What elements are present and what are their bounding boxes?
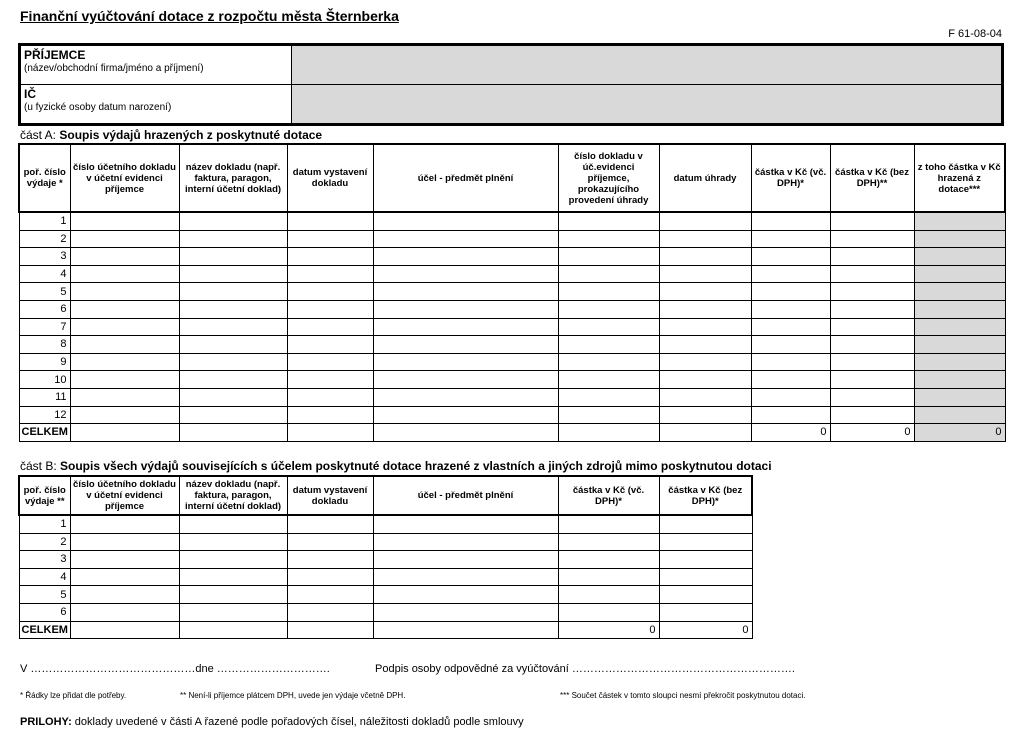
table-cell[interactable]	[70, 212, 179, 230]
table-cell[interactable]	[287, 230, 373, 248]
column-header: datum úhrady	[659, 144, 751, 212]
table-cell[interactable]	[751, 353, 830, 371]
table-row	[19, 283, 1005, 301]
recipient-label: PŘÍJEMCE	[24, 48, 86, 62]
table-cell[interactable]	[830, 212, 914, 230]
row-number: 5	[19, 586, 70, 604]
column-header: poř. číslo výdaje *	[19, 144, 70, 212]
table-cell[interactable]	[659, 371, 751, 389]
table-cell[interactable]	[373, 248, 558, 266]
table-cell	[70, 621, 179, 639]
row-number: 3	[19, 248, 70, 266]
table-cell[interactable]	[751, 212, 830, 230]
table-cell[interactable]	[914, 388, 1005, 406]
total-value: 0	[558, 621, 659, 639]
table-cell[interactable]	[70, 353, 179, 371]
table-cell[interactable]	[558, 568, 659, 586]
table-cell[interactable]	[287, 248, 373, 266]
table-cell[interactable]	[287, 318, 373, 336]
table-cell[interactable]	[373, 265, 558, 283]
table-cell[interactable]	[659, 353, 751, 371]
table-row	[19, 265, 1005, 283]
table-row	[19, 515, 752, 533]
table-cell[interactable]	[70, 248, 179, 266]
table-cell[interactable]	[830, 371, 914, 389]
table-cell[interactable]	[179, 371, 287, 389]
expenses-table-b	[18, 475, 753, 639]
table-cell[interactable]	[914, 230, 1005, 248]
section-a-heading	[20, 128, 322, 142]
table-cell[interactable]	[179, 212, 287, 230]
signature-line: Podpis osoby odpovědné za vyúčtování …………………………………………………….	[375, 663, 795, 675]
recipient-hint: (název/obchodní firma/jméno a příjmení)	[24, 63, 204, 74]
table-row	[19, 230, 1005, 248]
table-cell[interactable]	[659, 318, 751, 336]
table-cell	[179, 424, 287, 442]
table-cell[interactable]	[287, 388, 373, 406]
column-header: částka v Kč (vč. DPH)*	[558, 476, 659, 515]
table-cell[interactable]	[179, 318, 287, 336]
table-cell[interactable]	[914, 353, 1005, 371]
column-header: z toho částka v Kč hrazená z dotace***	[914, 144, 1005, 212]
table-cell[interactable]	[830, 353, 914, 371]
table-cell[interactable]	[914, 336, 1005, 354]
table-cell[interactable]	[659, 212, 751, 230]
total-value: 0	[914, 424, 1005, 442]
table-cell[interactable]	[751, 388, 830, 406]
total-label: CELKEM	[19, 621, 70, 639]
recipient-info-table	[18, 43, 1004, 126]
table-cell[interactable]	[70, 283, 179, 301]
table-cell[interactable]	[179, 568, 287, 586]
table-cell[interactable]	[373, 353, 558, 371]
table-cell[interactable]	[558, 265, 659, 283]
table-row	[19, 248, 1005, 266]
note-rows: * Řádky lze přidat dle potřeby.	[20, 691, 127, 700]
table-cell[interactable]	[558, 336, 659, 354]
table-cell[interactable]	[751, 406, 830, 424]
table-cell	[287, 424, 373, 442]
table-cell[interactable]	[373, 586, 558, 604]
column-header: datum vystavení dokladu	[287, 144, 373, 212]
column-header: částka v Kč (bez DPH)**	[830, 144, 914, 212]
table-cell[interactable]	[659, 388, 751, 406]
table-cell[interactable]	[558, 212, 659, 230]
table-cell[interactable]	[179, 265, 287, 283]
table-cell[interactable]	[830, 248, 914, 266]
table-row	[19, 603, 752, 621]
table-row	[19, 586, 752, 604]
table-cell[interactable]	[373, 283, 558, 301]
table-cell[interactable]	[179, 248, 287, 266]
table-cell[interactable]	[914, 318, 1005, 336]
table-cell[interactable]	[558, 603, 659, 621]
table-row	[19, 336, 1005, 354]
row-number: 2	[19, 230, 70, 248]
table-cell[interactable]	[659, 283, 751, 301]
table-cell[interactable]	[70, 568, 179, 586]
total-value: 0	[659, 621, 752, 639]
table-cell[interactable]	[287, 551, 373, 569]
table-cell[interactable]	[179, 283, 287, 301]
table-cell[interactable]	[70, 371, 179, 389]
form-code: F 61-08-04	[948, 28, 1002, 40]
table-cell[interactable]	[179, 586, 287, 604]
table-cell[interactable]	[179, 300, 287, 318]
table-cell[interactable]	[914, 265, 1005, 283]
row-number: 9	[19, 353, 70, 371]
table-cell[interactable]	[179, 551, 287, 569]
total-label: CELKEM	[19, 424, 70, 442]
section-b-title: Soupis všech výdajů souvisejících s účelem poskytnuté dotace hrazené z vlastních a jiných zdrojů mimo poskytnutou dotaci	[60, 459, 772, 473]
table-cell[interactable]	[830, 283, 914, 301]
table-cell[interactable]	[751, 300, 830, 318]
table-cell[interactable]	[179, 406, 287, 424]
table-cell[interactable]	[70, 586, 179, 604]
ic-label-cell	[20, 85, 292, 125]
table-cell[interactable]	[179, 336, 287, 354]
row-number: 4	[19, 265, 70, 283]
column-header: číslo účetního dokladu v účetní evidenci příjemce	[70, 144, 179, 212]
table-cell	[287, 621, 373, 639]
table-cell[interactable]	[179, 533, 287, 551]
table-cell[interactable]	[558, 533, 659, 551]
table-cell[interactable]	[179, 230, 287, 248]
table-cell[interactable]	[373, 371, 558, 389]
table-cell[interactable]	[558, 388, 659, 406]
note-sum: *** Součet částek v tomto sloupci nesmí překročit poskytnutou dotaci.	[560, 691, 806, 700]
row-number: 1	[19, 212, 70, 230]
table-cell[interactable]	[373, 230, 558, 248]
table-row	[19, 533, 752, 551]
table-cell	[659, 424, 751, 442]
table-cell[interactable]	[558, 515, 659, 533]
column-header: poř. číslo výdaje **	[19, 476, 70, 515]
table-cell[interactable]	[70, 265, 179, 283]
table-cell[interactable]	[70, 300, 179, 318]
table-cell[interactable]	[830, 318, 914, 336]
table-cell[interactable]	[373, 388, 558, 406]
table-cell[interactable]	[830, 300, 914, 318]
table-cell[interactable]	[70, 603, 179, 621]
ic-hint: (u fyzické osoby datum narození)	[24, 102, 172, 113]
table-cell[interactable]	[830, 336, 914, 354]
row-number: 12	[19, 406, 70, 424]
table-cell[interactable]	[287, 586, 373, 604]
table-cell[interactable]	[659, 515, 752, 533]
recipient-label-cell	[20, 45, 292, 85]
table-cell[interactable]	[914, 212, 1005, 230]
table-cell[interactable]	[179, 388, 287, 406]
table-cell[interactable]	[659, 603, 752, 621]
row-number: 3	[19, 551, 70, 569]
table-cell[interactable]	[914, 300, 1005, 318]
row-number: 1	[19, 515, 70, 533]
document-title: Finanční vyúčtování dotace z rozpočtu města Šternberka	[20, 8, 399, 24]
table-cell[interactable]	[287, 406, 373, 424]
table-cell[interactable]	[558, 318, 659, 336]
table-cell[interactable]	[659, 300, 751, 318]
row-number: 6	[19, 300, 70, 318]
table-cell	[70, 424, 179, 442]
table-cell[interactable]	[751, 371, 830, 389]
table-cell[interactable]	[751, 336, 830, 354]
table-cell[interactable]	[659, 248, 751, 266]
table-cell[interactable]	[373, 406, 558, 424]
table-row	[19, 568, 752, 586]
table-cell[interactable]	[70, 551, 179, 569]
table-cell[interactable]	[659, 568, 752, 586]
table-cell[interactable]	[287, 603, 373, 621]
table-cell[interactable]	[659, 230, 751, 248]
table-cell[interactable]	[70, 318, 179, 336]
table-cell[interactable]	[659, 265, 751, 283]
column-header: datum vystavení dokladu	[287, 476, 373, 515]
table-cell[interactable]	[287, 533, 373, 551]
table-cell[interactable]	[558, 230, 659, 248]
row-number: 4	[19, 568, 70, 586]
table-cell[interactable]	[179, 515, 287, 533]
place-date-line: V ………………………………………dne ………………………….	[20, 663, 330, 675]
table-cell[interactable]	[830, 406, 914, 424]
table-cell[interactable]	[373, 533, 558, 551]
section-b-heading	[20, 459, 772, 473]
table-cell[interactable]	[558, 353, 659, 371]
table-cell[interactable]	[70, 406, 179, 424]
table-row	[19, 388, 1005, 406]
total-value: 0	[830, 424, 914, 442]
table-cell[interactable]	[830, 230, 914, 248]
table-cell	[373, 621, 558, 639]
row-number: 6	[19, 603, 70, 621]
table-cell[interactable]	[179, 603, 287, 621]
row-number: 11	[19, 388, 70, 406]
table-cell[interactable]	[558, 300, 659, 318]
table-cell[interactable]	[373, 318, 558, 336]
total-row	[19, 621, 752, 639]
row-number: 10	[19, 371, 70, 389]
row-number: 7	[19, 318, 70, 336]
row-number: 2	[19, 533, 70, 551]
column-header: účel - předmět plnění	[373, 476, 558, 515]
expenses-table-a	[18, 143, 1006, 442]
attachments-text: doklady uvedené v části A řazené podle pořadových čísel, náležitosti dokladů podle smlouvy	[71, 716, 524, 728]
recipient-field[interactable]	[292, 45, 1003, 85]
table-cell[interactable]	[558, 551, 659, 569]
table-cell[interactable]	[659, 551, 752, 569]
table-row	[19, 406, 1005, 424]
section-a-title: Soupis výdajů hrazených z poskytnuté dotace	[59, 128, 323, 142]
table-cell[interactable]	[751, 318, 830, 336]
table-cell[interactable]	[179, 353, 287, 371]
column-header: číslo účetního dokladu v účetní evidenci příjemce	[70, 476, 179, 515]
total-value: 0	[751, 424, 830, 442]
table-cell[interactable]	[70, 336, 179, 354]
attachments-line	[20, 716, 524, 728]
table-cell[interactable]	[751, 265, 830, 283]
row-number: 5	[19, 283, 70, 301]
table-cell[interactable]	[751, 248, 830, 266]
table-row	[19, 353, 1005, 371]
table-cell[interactable]	[659, 533, 752, 551]
table-cell[interactable]	[70, 515, 179, 533]
column-header: číslo dokladu v úč.evidenci příjemce, prokazujícího provedení úhrady	[558, 144, 659, 212]
table-cell	[558, 424, 659, 442]
table-cell[interactable]	[659, 336, 751, 354]
table-cell[interactable]	[287, 300, 373, 318]
table-cell[interactable]	[558, 586, 659, 604]
table-cell[interactable]	[751, 230, 830, 248]
column-header: účel - předmět plnění	[373, 144, 558, 212]
table-cell[interactable]	[373, 336, 558, 354]
column-header: částka v Kč (bez DPH)*	[659, 476, 752, 515]
table-cell[interactable]	[914, 406, 1005, 424]
table-cell[interactable]	[287, 568, 373, 586]
table-cell[interactable]	[914, 248, 1005, 266]
table-row	[19, 371, 1005, 389]
table-cell[interactable]	[558, 283, 659, 301]
table-cell[interactable]	[373, 515, 558, 533]
table-cell[interactable]	[659, 586, 752, 604]
table-row	[19, 212, 1005, 230]
table-cell[interactable]	[830, 388, 914, 406]
note-vat: ** Není-li příjemce plátcem DPH, uvede jen výdaje včetně DPH.	[180, 691, 406, 700]
ic-field[interactable]	[292, 85, 1003, 125]
table-cell[interactable]	[373, 212, 558, 230]
table-cell[interactable]	[373, 551, 558, 569]
table-cell[interactable]	[287, 336, 373, 354]
total-row	[19, 424, 1005, 442]
table-cell[interactable]	[373, 603, 558, 621]
column-header: název dokladu (např. faktura, paragon, interní účetní doklad)	[179, 144, 287, 212]
column-header: částka v Kč (vč. DPH)*	[751, 144, 830, 212]
table-cell[interactable]	[914, 371, 1005, 389]
table-row	[19, 300, 1005, 318]
table-cell[interactable]	[70, 388, 179, 406]
table-cell[interactable]	[287, 353, 373, 371]
table-cell[interactable]	[373, 568, 558, 586]
table-cell[interactable]	[287, 265, 373, 283]
table-row	[19, 318, 1005, 336]
table-cell[interactable]	[558, 406, 659, 424]
section-a-prefix: část A:	[20, 128, 60, 142]
table-cell[interactable]	[830, 265, 914, 283]
table-cell[interactable]	[558, 371, 659, 389]
attachments-label: PRILOHY:	[20, 716, 72, 728]
table-cell[interactable]	[287, 283, 373, 301]
table-cell[interactable]	[558, 248, 659, 266]
table-cell[interactable]	[751, 283, 830, 301]
table-cell[interactable]	[373, 300, 558, 318]
table-cell[interactable]	[914, 283, 1005, 301]
table-cell	[373, 424, 558, 442]
table-cell[interactable]	[287, 371, 373, 389]
section-b-prefix: část B:	[20, 459, 61, 473]
ic-label: IČ	[24, 87, 36, 101]
row-number: 8	[19, 336, 70, 354]
table-cell[interactable]	[287, 515, 373, 533]
column-header: název dokladu (např. faktura, paragon, interní účetní doklad)	[179, 476, 287, 515]
table-cell[interactable]	[70, 230, 179, 248]
table-cell[interactable]	[287, 212, 373, 230]
table-cell[interactable]	[70, 533, 179, 551]
table-row	[19, 551, 752, 569]
table-cell	[179, 621, 287, 639]
table-cell[interactable]	[659, 406, 751, 424]
